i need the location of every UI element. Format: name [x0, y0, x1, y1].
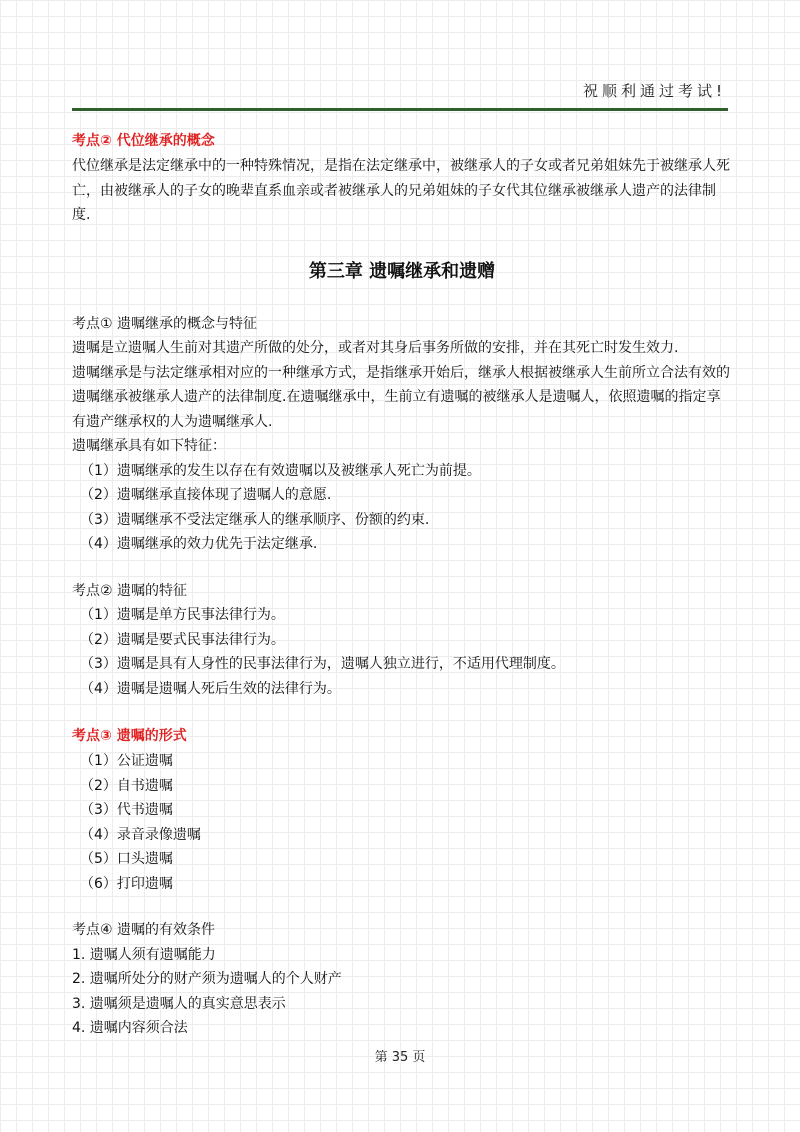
list-item: （3）遗嘱是具有人身性的民事法律行为，遗嘱人独立进行，不适用代理制度。	[80, 656, 565, 672]
list-item: （4）录音录像遗嘱	[80, 826, 201, 843]
features-intro: 遗嘱继承具有如下特征：	[72, 438, 226, 454]
list-item: （1）遗嘱是单方民事法律行为。	[80, 607, 285, 623]
list-item: （4）遗嘱继承的效力优先于法定继承.	[80, 536, 318, 552]
header-rule	[72, 108, 728, 111]
section-heading-substitution: 考点② 代位继承的概念	[72, 133, 215, 149]
paragraph-will-definition: 遗嘱是立遗嘱人生前对其遗产所做的处分，或者对其身后事务所做的安排，并在其死亡时发生效力.	[72, 340, 679, 356]
page-number: 第 35 页	[374, 1050, 426, 1065]
list-item: 3. 遗嘱须是遗嘱人的真实意思表示	[72, 995, 286, 1012]
section-heading-validity-conditions: 考点④ 遗嘱的有效条件	[72, 922, 216, 938]
list-item: （3）遗嘱继承不受法定继承人的继承顺序、份额的约束.	[80, 511, 430, 528]
chapter-title: 第三章 遗嘱继承和遗赠	[308, 260, 496, 282]
section-heading-will-features: 考点② 遗嘱的特征	[72, 582, 188, 599]
list-item: 2. 遗嘱所处分的财产须为遗嘱人的个人财产	[72, 971, 342, 987]
list-item: （5）口头遗嘱	[80, 851, 173, 867]
list-item: （1）遗嘱继承的发生以存在有效遗嘱以及被继承人死亡为前提。	[80, 462, 481, 479]
list-item: （3）代书遗嘱	[80, 802, 173, 818]
page-content	[72, 128, 732, 1041]
list-item: （4）遗嘱是遗嘱人死后生效的法律行为。	[80, 680, 341, 697]
list-item: 4. 遗嘱内容须合法	[72, 1020, 188, 1036]
list-item: （2）遗嘱继承直接体现了遗嘱人的意愿.	[80, 487, 332, 503]
section-heading-concept: 考点① 遗嘱继承的概念与特征	[72, 315, 258, 332]
paragraph-substitution-definition: 代位继承是法定继承中的一种特殊情况，是指在法定继承中，被继承人的子女或者兄弟姐妹先于被继承人死亡，由被继承人的子女的晚辈直系血亲或者被继承人的兄弟姐妹的子女代其位继承被继承人遗产的法律制度.	[72, 158, 730, 223]
section-heading-will-forms: 考点③ 遗嘱的形式	[72, 728, 187, 744]
paragraph-testamentary-succession: 遗嘱继承是与法定继承相对应的一种继承方式，是指继承开始后，继承人根据被继承人生前所立合法有效的遗嘱继承被继承人遗产的法律制度.在遗嘱继承中，生前立有遗嘱的被继承人是遗嘱人，依照遗嘱的指定享有遗产继承权的人为遗嘱继承人.	[72, 364, 730, 430]
list-item: （6）打印遗嘱	[80, 875, 173, 892]
list-item: 1. 遗嘱人须有遗嘱能力	[72, 946, 216, 963]
list-item: （2）自书遗嘱	[80, 777, 173, 794]
list-item: （1）公证遗嘱	[80, 753, 173, 769]
list-item: （2）遗嘱是要式民事法律行为。	[80, 631, 285, 648]
header-slogan: 祝顺利通过考试!	[582, 82, 726, 100]
